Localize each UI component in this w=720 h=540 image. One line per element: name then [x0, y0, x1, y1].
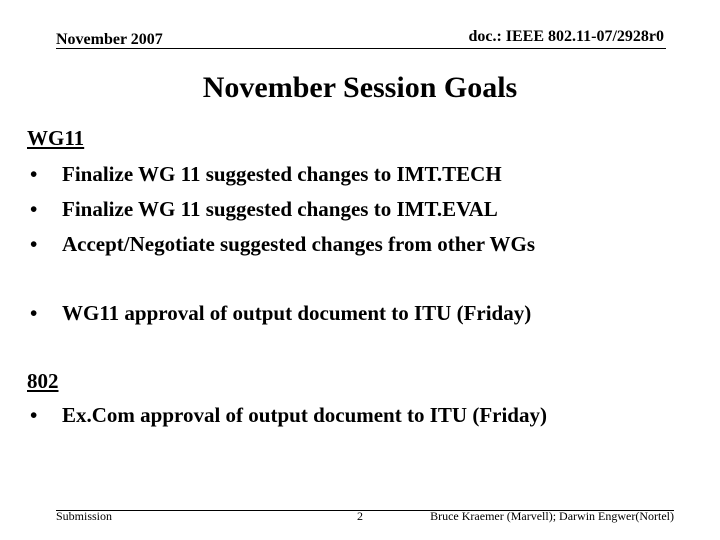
- bullet-item: [27, 196, 498, 222]
- bullet-text: WG11 approval of output document to ITU (Friday): [62, 301, 532, 325]
- bullet-text: Finalize WG 11 suggested changes to IMT.EVAL: [62, 197, 498, 221]
- footer-authors: Bruce Kraemer (Marvell); Darwin Engwer(Nortel): [430, 509, 674, 523]
- bullet-text: Ex.Com approval of output document to ITU (Friday): [62, 403, 547, 427]
- footer-page-number: 2: [357, 509, 363, 523]
- section-heading-802: 802: [27, 369, 59, 393]
- bullet-item: [27, 402, 547, 428]
- section-heading-wg11: WG11: [27, 126, 85, 150]
- header-rule: [56, 48, 666, 49]
- header-doc-id: doc.: IEEE 802.11-07/2928r0: [468, 28, 664, 45]
- bullet-item: [27, 300, 531, 326]
- bullet-item: [27, 231, 535, 257]
- footer-submission: Submission: [56, 509, 113, 523]
- bullet-glyph: •: [30, 403, 38, 427]
- bullet-glyph: •: [30, 162, 38, 186]
- bullet-text: Finalize WG 11 suggested changes to IMT.TECH: [62, 162, 502, 186]
- bullet-item: [27, 161, 502, 187]
- bullet-glyph: •: [30, 301, 38, 325]
- slide-title: November Session Goals: [202, 71, 518, 104]
- bullet-text: Accept/Negotiate suggested changes from other WGs: [62, 232, 536, 256]
- bullet-glyph: •: [30, 197, 38, 221]
- bullet-glyph: •: [30, 232, 38, 256]
- header-date: November 2007: [56, 31, 163, 48]
